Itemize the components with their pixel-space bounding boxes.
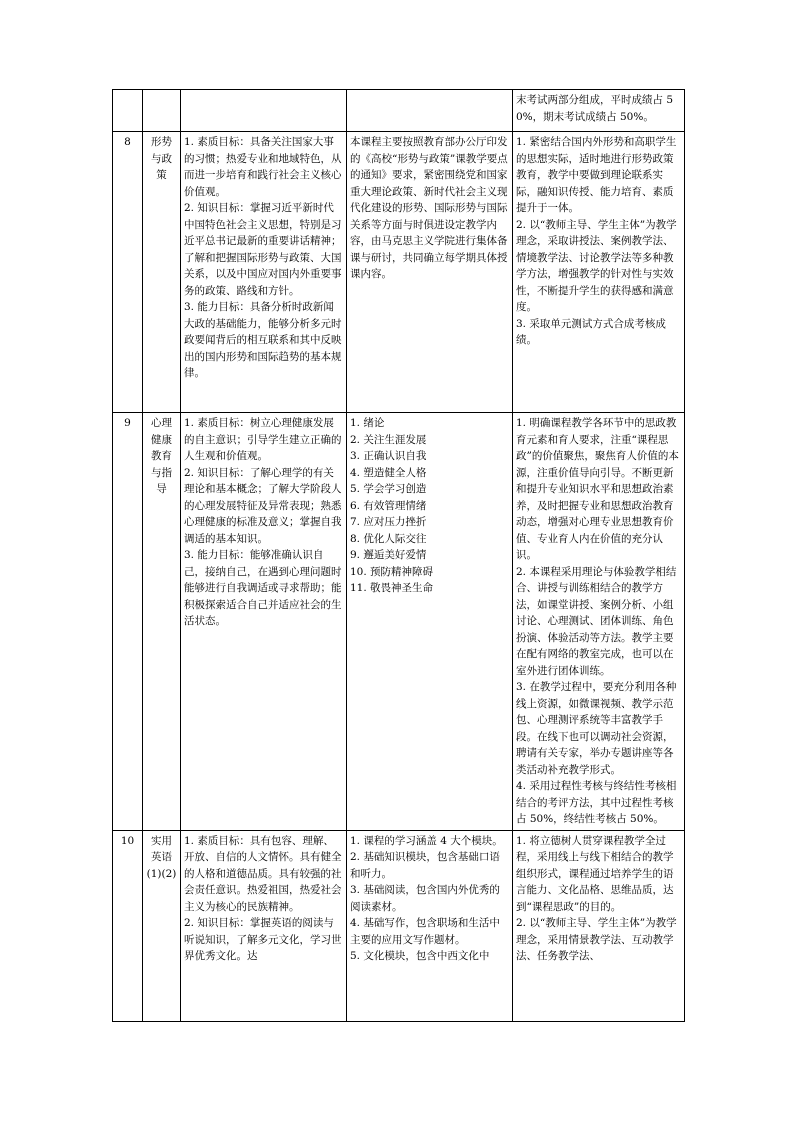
requirement-text: 2. 以“教师主导、学生主体”为教学理念，采用情景教学法、互动教学法、任务教学法、: [516, 917, 677, 962]
content-item: 2. 基础知识模块，包含基础口语和听力。: [350, 851, 500, 880]
requirements-cell: [513, 132, 685, 413]
content-item: 5. 学会学习创造: [350, 483, 427, 495]
requirement-text: 3. 采取单元测试方式合成考核成绩。: [516, 317, 666, 346]
requirement-text: 2. 以“教师主导、学生主体”为教学理念，采取讲授法、案例教学法、情境教学法、讨论教学法等多种教学方法，增强教学的针对性与实效性，不断提升学生的获得感和满意度。: [516, 218, 677, 313]
objective-text: 1. 素质目标：具有包容、理解、开放、自信的人文情怀。具有健全的人格和道德品质。具有较强的社会责任意识。热爱祖国，热爱社会主义为核心的民族精神。: [184, 834, 342, 913]
table-row: [113, 413, 685, 831]
course-name: 心理健康教育与指导: [143, 413, 181, 831]
objective-text: 2. 知识目标：了解心理学的有关理论和基本概念；了解大学阶段人的心理发展特征及异常表现；熟悉心理健康的标准及意义；掌握自我调适的基本知识。: [184, 466, 342, 545]
requirement-text: 末考试两部分组成，平时成绩占 50%，期末考试成绩占 50%。: [516, 94, 674, 123]
requirement-text: 4. 采用过程性考核与终结性考核相结合的考评方法，其中过程性考核占 50%，终结性考核占 50%。: [516, 780, 677, 825]
row-number: [113, 90, 143, 132]
content-item: 9. 邂逅美好爱情: [350, 549, 427, 561]
content-item: 8. 优化人际交往: [350, 532, 427, 545]
row-number: 8: [113, 132, 143, 413]
content-item: 11. 敬畏神圣生命: [350, 582, 434, 594]
row-number: 9: [113, 413, 143, 831]
requirements-cell: [513, 830, 685, 1021]
requirements-cell: [513, 90, 685, 132]
requirement-text: 1. 将立德树人贯穿课程教学全过程，采用线上与线下相结合的教学组织形式，课程通过培养学生的语言能力、文化品格、思维品质，达到“课程思政”的目的。: [516, 834, 674, 913]
course-name: 实用英语(1)(2): [143, 830, 181, 1021]
objectives-cell: [181, 413, 347, 831]
content-item: 2. 关注生涯发展: [350, 433, 427, 446]
content-item: 10. 预防精神障碍: [350, 565, 434, 578]
content-cell: [347, 413, 513, 831]
objectives-cell: [181, 90, 347, 132]
objective-text: 3. 能力目标：具备分析时政新闻大政的基础能力，能够分析多元时政要闻背后的相互联系和其中反映出的国内形势和国际趋势的基本规律。: [184, 301, 342, 379]
course-name: [143, 90, 181, 132]
course-table: [112, 89, 685, 1022]
content-text: 本课程主要按照教育部办公厅印发的《高校“形势与政策”课教学要点的通知》要求，紧密围绕党和国家重大理论政策、新时代社会主义现代化建设的形势、国际形势与国际关系等方面与时俱进设定教学内容，由马克思主义学院进行集体备课与研讨，共同确立每学期具体授课内容。: [350, 136, 508, 280]
objectives-cell: [181, 132, 347, 413]
objective-text: 3. 能力目标：能够准确认识自己，接纳自己，在遇到心理问题时能够进行自我调适或寻求帮助；能积极探索适合自己并适应社会的生活状态。: [184, 549, 342, 627]
content-item: 3. 基础阅读，包含国内外优秀的阅读素材。: [350, 884, 500, 913]
objective-text: 1. 素质目标：树立心理健康发展的自主意识；引导学生建立正确的人生观和价值观。: [184, 417, 342, 462]
objective-text: 1. 素质目标：具备关注国家大事的习惯；热爱专业和地域特色，从而进一步培育和践行社会主义核心价值观。: [184, 136, 342, 198]
content-item: 1. 绪论: [350, 417, 385, 429]
content-item: 3. 正确认识自我: [350, 450, 427, 462]
content-item: 7. 应对压力挫折: [350, 516, 427, 528]
content-item: 1. 课程的学习涵盖 4 大个模块。: [350, 834, 503, 847]
content-item: 6. 有效管理情绪: [350, 499, 427, 512]
objective-text: 2. 知识目标：掌握习近平新时代中国特色社会主义思想，特别是习近平总书记最新的重要讲话精神；了解和把握国际形势与政策、大国关系，以及中国应对国内外重要事务的政策、路线和方针。: [184, 202, 342, 297]
content-cell: [347, 132, 513, 413]
content-cell: [347, 90, 513, 132]
requirement-text: 2. 本课程采用理论与体验教学相结合、讲授与训练相结合的教学方法，如课堂讲授、案例分析、小组讨论、心理测试、团体训练、角色扮演、体验活动等方法。教学主要在配有网络的教室完成，也可以在室外进行团体训练。: [516, 565, 677, 677]
content-cell: [347, 830, 513, 1021]
table-row: [113, 132, 685, 413]
table-row: [113, 90, 685, 132]
content-item: 5. 文化模块，包含中西文化中: [350, 950, 490, 962]
content-item: 4. 塑造健全人格: [350, 466, 427, 479]
table-row: [113, 830, 685, 1021]
course-name: 形势与政策: [143, 132, 181, 413]
content-item: 4. 基础写作，包含职场和生活中主要的应用文写作题材。: [350, 917, 500, 946]
requirement-text: 3. 在教学过程中，要充分利用各种线上资源，如微课视频、教学示范包、心理测评系统等丰富教学手段。在线下也可以调动社会资源，聘请有关专家，举办专题讲座等各类活动补充教学形式。: [516, 681, 677, 776]
requirement-text: 1. 紧密结合国内外形势和高职学生的思想实际，适时地进行形势政策教育，教学中要做到理论联系实际，融知识传授、能力培育、素质提升于一体。: [516, 136, 677, 214]
requirements-cell: [513, 413, 685, 831]
objective-text: 2. 知识目标：掌握英语的阅读与听说知识，了解多元文化，学习世界优秀文化。达: [184, 917, 342, 962]
objectives-cell: [181, 830, 347, 1021]
row-number: 10: [113, 830, 143, 1021]
requirement-text: 1. 明确课程教学各环节中的思政教育元素和育人要求，注重“课程思政”的价值聚焦，聚焦育人价值的本源，注重价值导向引导。不断更新和提升专业知识水平和思想政治素养，及时把握专业和思想政治教育动态，增强对心理专业思想教育价值、专业育人内在价值的充分认识。: [516, 417, 679, 561]
